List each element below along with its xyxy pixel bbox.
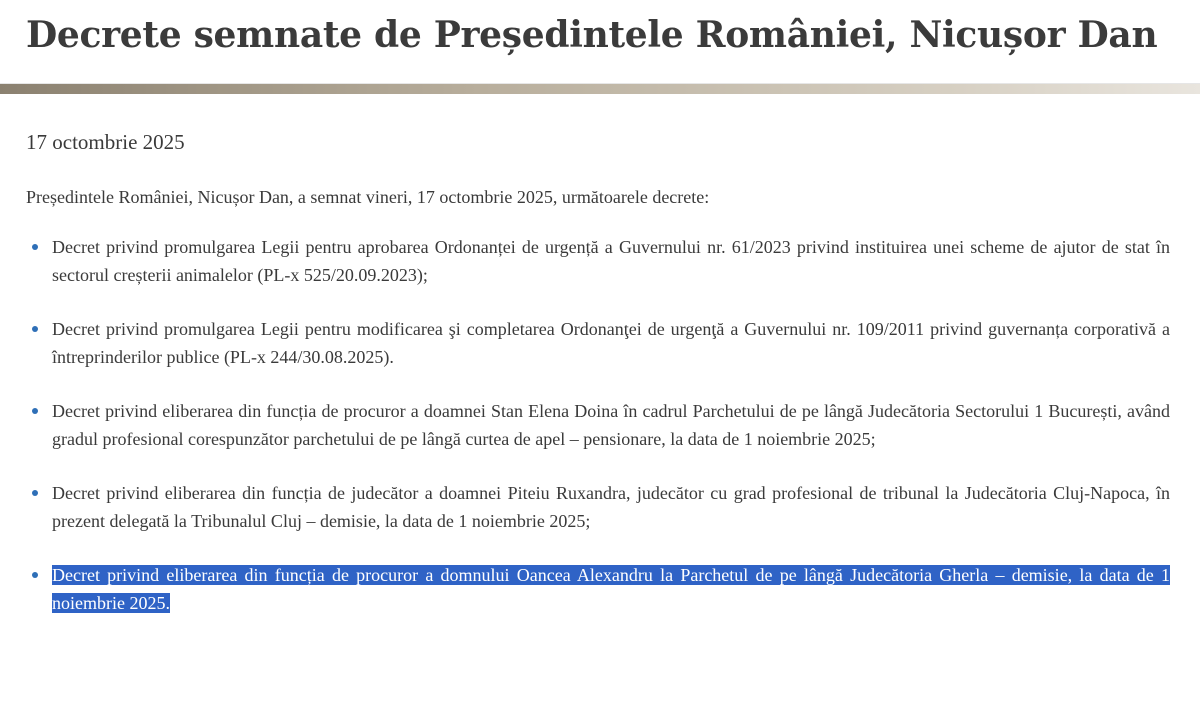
decree-item bbox=[26, 397, 1170, 453]
decree-item bbox=[26, 315, 1170, 371]
decree-text[interactable]: Decret privind promulgarea Legii pentru aprobarea Ordonanței de urgență a Guvernului nr. 61/2023 privind instituirea unei scheme de ajutor de stat în sectorul creșterii animalelor (PL-x 525/20.09.2023); bbox=[52, 237, 1170, 285]
decree-item-selected bbox=[26, 561, 1170, 617]
decree-list bbox=[26, 233, 1170, 617]
bullet-icon bbox=[32, 490, 38, 496]
bullet-icon bbox=[32, 572, 38, 578]
bullet-icon bbox=[32, 244, 38, 250]
decree-text[interactable]: Decret privind eliberarea din funcția de judecător a doamnei Piteiu Ruxandra, judecător cu grad profesional de tribunal la Judecătoria Cluj-Napoca, în prezent delegată la Tribunalul Cluj – demisie, la data de 1 noiembrie 2025; bbox=[52, 483, 1170, 531]
decree-item bbox=[26, 479, 1170, 535]
article-content bbox=[0, 94, 1200, 617]
bullet-icon bbox=[32, 408, 38, 414]
page-header bbox=[0, 0, 1200, 84]
decree-text-highlighted[interactable]: Decret privind eliberarea din funcția de procuror a domnului Oancea Alexandru la Parchetul de pe lângă Judecătoria Gherla – demisie, la data de 1 noiembrie 2025. bbox=[52, 565, 1170, 613]
decree-text[interactable]: Decret privind promulgarea Legii pentru modificarea şi completarea Ordonanţei de urgenţă a Guvernului nr. 109/2011 privind guvernanța corporativă a întreprinderilor publice (PL-x 244/30.08.2025). bbox=[52, 319, 1170, 367]
bullet-icon bbox=[32, 326, 38, 332]
article-intro: Președintele României, Nicușor Dan, a semnat vineri, 17 octombrie 2025, următoarele decrete: bbox=[26, 187, 710, 207]
decree-text[interactable]: Decret privind eliberarea din funcția de procuror a doamnei Stan Elena Doina în cadrul Parchetului de pe lângă Judecătoria Sectorului 1 București, având gradul profesional corespunzător parchetului de pe lângă curtea de apel – pensionare, la data de 1 noiembrie 2025; bbox=[52, 401, 1170, 449]
header-divider-bar bbox=[0, 84, 1200, 94]
article-date: 17 octombrie 2025 bbox=[26, 130, 185, 154]
decree-item bbox=[26, 233, 1170, 289]
page-title: Decrete semnate de Președintele României, Nicușor Dan bbox=[26, 14, 1158, 56]
